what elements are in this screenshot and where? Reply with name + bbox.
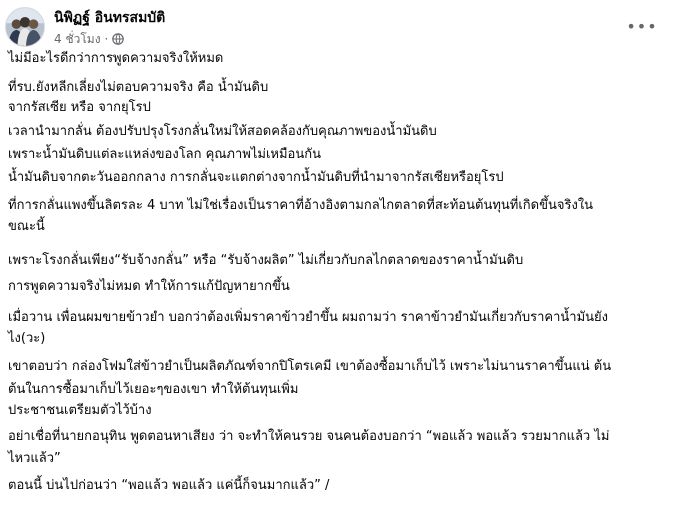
post-text-line: จากรัสเซีย หรือ จากยุโรป (8, 100, 151, 115)
post-text-line: ที่รบ.ยังหลีกเลี่ยงไม่ตอบความจริง คือ น้ำมันดิบ (8, 80, 269, 95)
post-text-line: เมื่อวาน เพื่อนผมขายข้าวยำ บอกว่าต้องเพิ่มราคาข้าวยำขึ้น ผมถามว่า ราคาข้าวยำมันเกี่ยวกับราคาน้ำมันยัง (8, 310, 609, 325)
profile-photo-icon (6, 8, 44, 46)
globe-icon[interactable] (112, 33, 124, 45)
post-text-line: ไง(วะ) (8, 331, 46, 346)
post-text-line: ประชาชนเตรียมตัวไว้บ้าง (8, 403, 152, 418)
author-name[interactable]: นิพิฏฐ์ อินทรสมบัติ (54, 10, 166, 26)
more-options-button[interactable] (624, 12, 660, 40)
post-text-line: ตอนนี้ บ่นไปก่อนว่า “พอแล้ว พอแล้ว แค่นี้ก็จนมากแล้ว” / (8, 478, 330, 493)
post-text-line: ไหวแล้ว” (8, 451, 61, 466)
post-text-line: ต้นในการซื้อมาเก็บไว้เยอะๆของเขา ทำให้ต้นทุนเพิ่ม (8, 382, 299, 397)
post-text-line: ขณะนี้ (8, 219, 45, 234)
post-text-line: การพูดความจริงไม่หมด ทำให้การแก้ปัญหายากขึ้น (8, 279, 290, 294)
post-text-line: น้ำมันดิบจากตะวันออกกลาง การกลั่นจะแตกต่างจากน้ำมันดิบที่นำมาจากรัสเซียหรือยุโรป (8, 170, 504, 185)
post-timestamp[interactable]: 4 ชั่วโมง (54, 32, 101, 46)
post-text-line: เขาตอบว่า กล่องโฟมใส่ข้าวยำเป็นผลิตภัณฑ์จากปิโตรเคมี เขาต้องซื้อมาเก็บไว้ เพราะไม่นานราคาขึ้นแน่ ต้น (8, 359, 612, 374)
post-text-line: ไม่มีอะไรดีกว่าการพูดความจริงให้หมด (8, 51, 224, 66)
post-text-line: เวลานำมากลั่น ต้องปรับปรุงโรงกลั่นใหม่ให้สอดคล้องกับคุณภาพของน้ำมันดิบ (8, 124, 437, 139)
post-meta (54, 31, 124, 47)
author-avatar[interactable] (5, 7, 45, 47)
post-text-line: เพราะน้ำมันดิบแต่ละแหล่งของโลก คุณภาพไม่เหมือนกัน (8, 147, 321, 162)
more-options-icon: ••• (626, 16, 658, 36)
post-text-line: ที่การกลั่นแพงขึ้นลิตรละ 4 บาท ไม่ใช่เรื่องเป็นราคาที่อ้างอิงตามกลไกตลาดที่สะท้อนต้นทุนที่เกิดขึ้นจริงใน (8, 198, 594, 213)
post-text-line: เพราะโรงกลั่นเพียง“รับจ้างกลั่น” หรือ “รับจ้างผลิต” ไม่เกี่ยวกับกลไกตลาดของราคาน้ำมันดิบ (8, 253, 524, 268)
post-text-line: อย่าเชื่อที่นายกอนุทิน พูดตอนหาเสียง ว่า จะทำให้คนรวย จนคนต้องบอกว่า “พอแล้ว พอแล้ว รวยมากแล้ว ไม่ (8, 429, 610, 444)
meta-separator: · (104, 32, 109, 46)
